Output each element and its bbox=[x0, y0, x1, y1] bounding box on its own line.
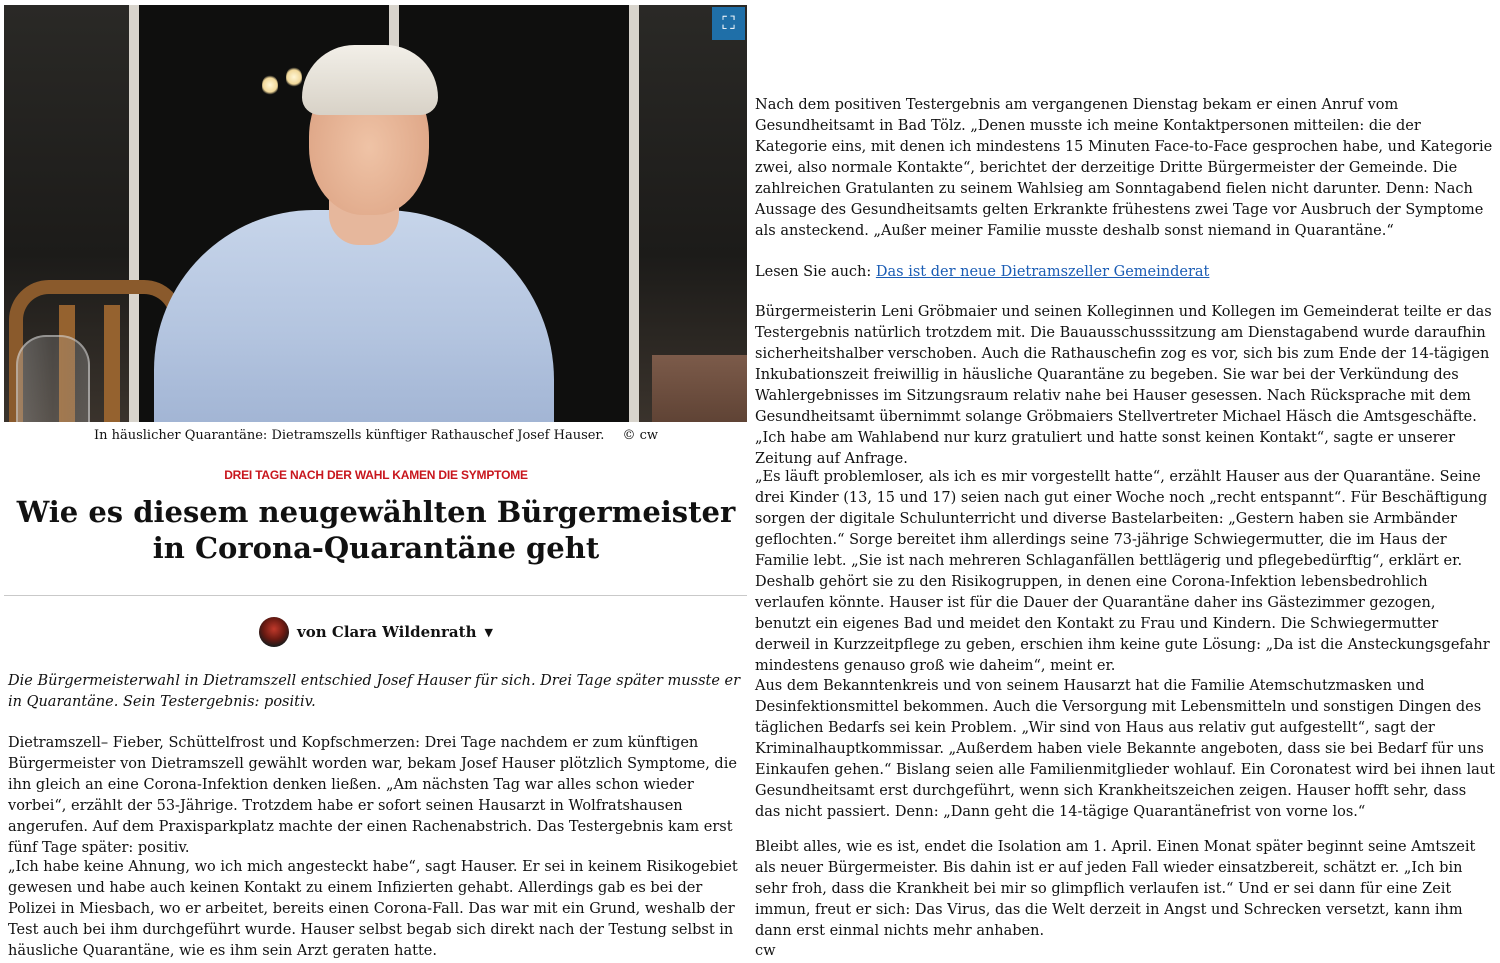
article-kicker: DREI TAGE NACH DER WAHL KAMEN DIE SYMPTOME bbox=[224, 468, 528, 482]
window-frame bbox=[629, 5, 639, 422]
article-teaser: Die Bürgermeisterwahl in Dietramszell entschied Josef Hauser für sich. Drei Tage später musste er in Quarantäne. Sein Testergebnis: positiv. bbox=[8, 673, 741, 710]
article-paragraph: „Ich habe keine Ahnung, wo ich mich angesteckt habe“, sagt Hauser. Er sei in keinem Risikogebiet gewesen und habe auch keinen Kontakt zu einem Infizierten gehabt. Allerdings gab es bei der Polizei in Miesbach, wo er arbeitet, bereits einen Corona-Fall. Das war mit ein Grund, weshalb der Test auch bei ihm durchgeführt wurde. Hauser selbst begab sich direkt nach der Testung selbst in häusliche Quarantäne, wie es ihm sein Arzt geraten hatte. bbox=[8, 859, 738, 959]
carafe bbox=[16, 335, 90, 422]
caption-text: In häuslicher Quarantäne: Dietramszells künftiger Rathauschef Josef Hauser. bbox=[93, 428, 605, 443]
table bbox=[652, 355, 747, 422]
lamp-light bbox=[262, 75, 278, 95]
article-paragraph: Nach dem positiven Testergebnis am vergangenen Dienstag bekam er einen Anruf vom Gesundheitsamt in Bad Tölz. „Denen musste ich meine Kontaktpersonen mitteilen: die der Kategorie eins, mit denen ich mindestens 15 Minuten Face-to-Face gesprochen habe, und Kategorie zwei, also normale Kontakte“, berichtet der derzeitige Dritte Bürgermeister der Gemeinde. Die zahlreichen Gratulanten zu seinem Wahlsieg am Sonntagabend fielen nicht darunter. Denn: Nach Aussage des Gesundheitsamts gelten Erkrankte frühestens zwei Tage vor Ausbruch der Symptome als ansteckend. „Außer meiner Familie musste deshalb sonst niemand in Quarantäne.“ bbox=[755, 97, 1493, 239]
read-also bbox=[755, 262, 1495, 283]
divider bbox=[4, 595, 747, 596]
article-paragraph: Bleibt alles, wie es ist, endet die Isolation am 1. April. Einen Monat später beginnt seine Amtszeit als neuer Bürgermeister. Bis dahin ist er auf jeden Fall wieder einsatzbereit, schätzt er. „Ich bin sehr froh, dass die Krankheit bei mir so glimpflich verlaufen ist.“ Und er sei dann für eine Zeit immun, freut er sich: Das Virus, das die Welt derzeit in Angst und Schrecken versetzt, kann ihm dann erst einmal nichts mehr anhaben. bbox=[755, 839, 1476, 939]
chevron-down-icon[interactable]: ▼ bbox=[484, 625, 493, 639]
author-signature: cw bbox=[755, 943, 776, 959]
article-photo[interactable] bbox=[4, 5, 747, 422]
expand-icon: ⛶ bbox=[722, 13, 735, 34]
read-also-link[interactable]: Das ist der neue Dietramszeller Gemeinderat bbox=[875, 264, 1210, 280]
article-headline: Wie es diesem neugewählten Bürgermeister in Corona-Quarantäne geht bbox=[16, 495, 736, 565]
author-name[interactable]: von Clara Wildenrath bbox=[297, 623, 477, 641]
article-paragraph: „Es läuft problemloser, als ich es mir vorgestellt hatte“, erzählt Hauser aus der Quarantäne. Seine drei Kinder (13, 15 und 17) seien nach gut einer Woche noch „recht entspannt“. Für Beschäftigung sorgen der digitale Schulunterricht und diverse Bastelarbeiten: „Gestern haben sie Armbänder geflochten.“ Sorge bereitet ihm allerdings seine 73-jährige Schwiegermutter, die im Haus der Familie lebt. „Sie ist nach mehreren Schlaganfällen bettlägerig und pflegebedürftig“, erklärt er. Deshalb gehört sie zu den Risikogruppen, in denen eine Corona-Infektion lebensbedrohlich verlaufen könnte. Hauser ist für die Dauer der Quarantäne daher ins Gästezimmer gezogen, benutzt ein eigenes Bad und meidet den Kontakt zu Frau und Kindern. Die Schwiegermutter derweil in Kurzzeitpflege zu geben, erschien ihm keine gute Lösung: „Da ist die Ansteckungsgefahr mindestens genauso groß wie daheim“, meint er. bbox=[755, 469, 1490, 674]
expand-image-button[interactable] bbox=[712, 7, 745, 40]
photo-caption bbox=[0, 428, 752, 443]
author-avatar[interactable] bbox=[259, 617, 289, 647]
article-paragraph: Aus dem Bekanntenkreis und von seinem Hausarzt hat die Familie Atemschutzmasken und Desinfektionsmittel bekommen. Auch die Versorgung mit Lebensmitteln und sonstigen Dingen des täglichen Bedarfs sei kein Problem. „Wir sind von Haus aus relativ gut aufgestellt“, sagt der Kriminalhauptkommissar. „Außerdem haben viele Bekannte angeboten, dass sie bei Bedarf für uns Einkaufen gehen.“ Bislang seien alle Familienmitglieder wohlauf. Ein Coronatest wird bei ihnen laut Gesundheitsamt erst durchgeführt, wenn sich Krankheitszeichen zeigen. Hauser hofft sehr, dass das nicht passiert. Denn: „Dann geht die 14-tägige Quarantänefrist von vorne los.“ bbox=[755, 678, 1495, 820]
chair-slat bbox=[104, 305, 120, 422]
article-paragraph: Bürgermeisterin Leni Gröbmaier und seinen Kolleginnen und Kollegen im Gemeinderat teilte er das Testergebnis natürlich trotzdem mit. Die Bauausschusssitzung am Dienstagabend wurde daraufhin sicherheitshalber verschoben. Auch die Rathauschefin zog es vor, sich bis zum Ende der 14-tägigen Inkubationszeit freiwillig in häusliche Quarantäne zu begeben. Sie war bei der Verkündung des Wahlergebnisses im Sitzungsraum relativ nahe bei Hauser gesessen. Nach Rücksprache mit dem Gesundheitsamt übernimmt solange Gröbmaiers Stellvertreter Michael Häsch die Amtsgeschäfte. „Ich habe am Wahlabend nur kurz gratuliert und hatte sonst keinen Kontakt“, sagte er unserer Zeitung auf Anfrage. bbox=[755, 304, 1492, 467]
read-also-label: Lesen Sie auch: bbox=[755, 264, 872, 280]
person-hair bbox=[302, 45, 438, 115]
photo-credit: © cw bbox=[622, 428, 659, 443]
lamp-light bbox=[286, 67, 302, 87]
author-byline[interactable] bbox=[0, 616, 752, 648]
right-column bbox=[755, 0, 1495, 963]
article-paragraph: Dietramszell– Fieber, Schüttelfrost und Kopfschmerzen: Drei Tage nachdem er zum künftigen Bürgermeister von Dietramszell gewählt worden war, bekam Josef Hauser plötzlich Symptome, die ihn gleich an eine Corona-Infektion denken ließen. „Am nächsten Tag war alles schon wieder vorbei“, erzählt der 53-Jährige. Trotzdem habe er sofort seinen Hausarzt in Wolfratshausen angerufen. Auf dem Praxisparkplatz machte der einen Rachenabstrich. Das Testergebnis kam erst fünf Tage später: positiv. bbox=[8, 735, 737, 856]
